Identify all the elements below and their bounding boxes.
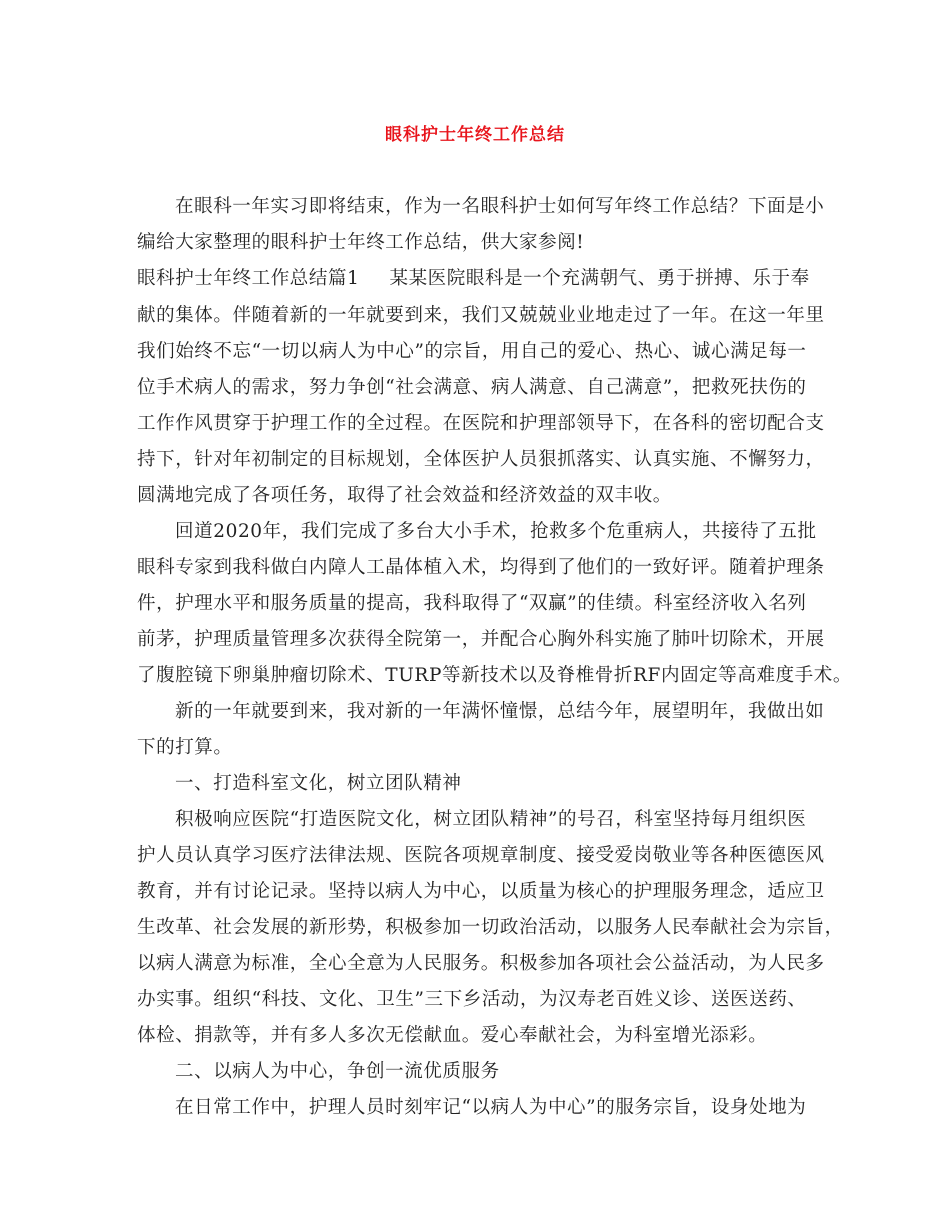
paragraph-line: 圆满地完成了各项任务，取得了社会效益和经济效益的双丰收。 bbox=[137, 485, 672, 506]
section-heading: 眼科护士年终工作总结篇1 bbox=[137, 268, 360, 289]
paragraph-line: 办实事。组织“科技、文化、卫生”三下乡活动，为汉寿老百姓义诊、送医送药、 bbox=[137, 989, 807, 1010]
paragraph-line: 新的一年就要到来，我对新的一年满怀憧憬，总结今年，展望明年，我做出如 bbox=[175, 701, 825, 722]
paragraph-line: 件，护理水平和服务质量的提高，我科取得了“双赢”的佳绩。科室经济收入名列 bbox=[137, 593, 807, 614]
section-heading: 一、打造科室文化，树立团队精神 bbox=[175, 773, 462, 794]
paragraph-line: 眼科专家到我科做白内障人工晶体植入术，均得到了他们的一致好评。随着护理条 bbox=[137, 557, 825, 578]
paragraph-line: 工作作风贯穿于护理工作的全过程。在医院和护理部领导下，在各科的密切配合支 bbox=[137, 413, 825, 434]
paragraph-line: 教育，并有讨论记录。坚持以病人为中心，以质量为核心的护理服务理念，适应卫 bbox=[137, 881, 825, 902]
paragraph-line: 编给大家整理的眼科护士年终工作总结，供大家参阅! bbox=[137, 232, 585, 253]
paragraph-line: 了腹腔镜下卵巢肿瘤切除术、TURP等新技术以及脊椎骨折RF内固定等高难度手术。 bbox=[137, 665, 852, 686]
paragraph-line: 生改革、社会发展的新形势，积极参加一切政治活动，以服务人民奉献社会为宗旨， bbox=[137, 917, 844, 938]
paragraph-line bbox=[137, 265, 810, 293]
paragraph-line: 护人员认真学习医疗法律法规、医院各项规章制度、接受爱岗敬业等各种医德医风 bbox=[137, 845, 825, 866]
document-title: 眼科护士年终工作总结 bbox=[385, 125, 565, 145]
paragraph-line: 在眼科一年实习即将结束，作为一名眼科护士如何写年终工作总结？下面是小 bbox=[175, 196, 825, 217]
paragraph-line: 持下，针对年初制定的目标规划，全体医护人员狠抓落实、认真实施、不懈努力， bbox=[137, 449, 825, 470]
paragraph-line: 我们始终不忘“一切以病人为中心”的宗旨，用自己的爱心、热心、诚心满足每一 bbox=[137, 341, 807, 362]
paragraph-line: 下的打算。 bbox=[137, 737, 233, 758]
paragraph-line: 以病人满意为标准，全心全意为人民服务。积极参加各项社会公益活动，为人民多 bbox=[137, 953, 825, 974]
paragraph-line: 体检、捐款等，并有多人多次无偿献血。爱心奉献社会，为科室增光添彩。 bbox=[137, 1025, 768, 1046]
paragraph-line: 回道2020年，我们完成了多台大小手术，抢救多个危重病人，共接待了五批 bbox=[175, 521, 817, 542]
section-heading: 二、以病人为中心，争创一流优质服务 bbox=[175, 1061, 500, 1082]
paragraph-line: 积极响应医院“打造医院文化，树立团队精神”的号召，科室坚持每月组织医 bbox=[175, 809, 807, 830]
paragraph-line: 前茅，护理质量管理多次获得全院第一，并配合心胸外科实施了肺叶切除术，开展 bbox=[137, 629, 825, 650]
paragraph-line: 位手术病人的需求，努力争创“社会满意、病人满意、自己满意”，把救死扶伤的 bbox=[137, 377, 807, 398]
paragraph-line: 在日常工作中，护理人员时刻牢记“以病人为中心”的服务宗旨，设身处地为 bbox=[175, 1097, 807, 1118]
paragraph-text: 某某医院眼科是一个充满朝气、勇于拼搏、乐于奉 bbox=[389, 268, 810, 289]
paragraph-line: 献的集体。伴随着新的一年就要到来，我们又兢兢业业地走过了一年。在这一年里 bbox=[137, 305, 825, 326]
